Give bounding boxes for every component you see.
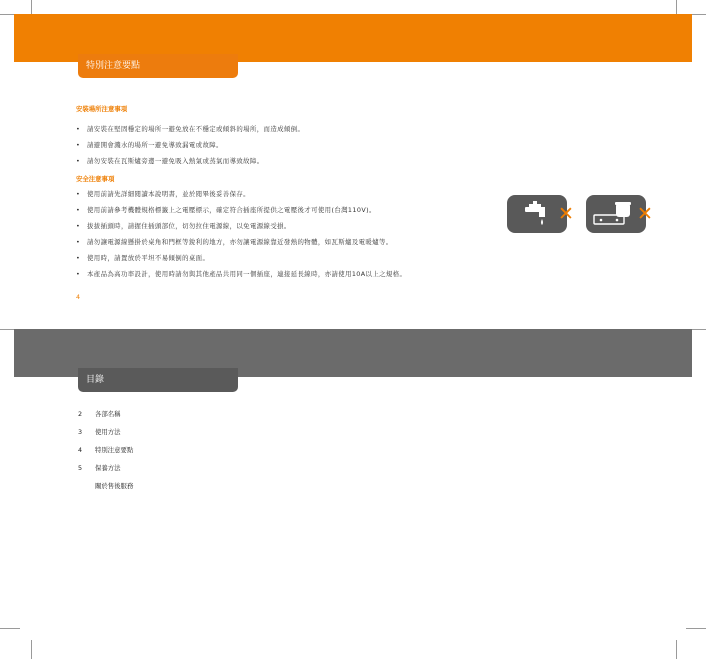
list-item: • 本產品為高功率設計，使用時請勿與其他產品共用同一個插座，連接延長線時，亦請使用10A以上之規格。 [76, 270, 407, 278]
list-item: • 請勿安裝在瓦斯爐旁邊一避免吸入熱氣或蒸氣而導致故障。 [76, 157, 264, 165]
crop-mark [676, 640, 677, 659]
crop-mark [676, 0, 677, 14]
toc-entry: 5 保養方法 [78, 464, 121, 472]
section-title: 目錄 [86, 375, 105, 385]
install-heading: 安裝場所注意事項 [76, 105, 128, 113]
list-item: • 請避開會濺水的場所一避免導致漏電或故障。 [76, 141, 223, 149]
list-item: • 拔拔插頭時，請握住插頭部位，切勿拉住電源線，以免電源線受損。 [76, 222, 291, 230]
prohibited-x-icon: ✕ [637, 203, 653, 225]
toc-entry: 4 特別注意要點 [78, 446, 134, 454]
section-title: 特別注意要點 [86, 61, 141, 71]
list-item: • 使用時，請置放於平坦不易傾倒的桌面。 [76, 254, 210, 262]
toc-entry: 2 各部名稱 [78, 410, 121, 418]
crop-mark [686, 628, 706, 629]
list-item: • 請勿讓電源線懸掛於桌角和門框等銳利的地方，亦勿讓電源線靠近發熱的物體，如瓦斯爐及電暖爐等。 [76, 238, 393, 246]
list-item: • 使用前請先詳細閱讀本說明書，並於閱畢後妥善保存。 [76, 190, 250, 198]
crop-mark [31, 640, 32, 659]
crop-mark [0, 628, 20, 629]
list-item: • 使用前請參考機體規格標籤上之電壓標示，確定符合插座所提供之電壓後才可使用(台灣110V)。 [76, 206, 376, 214]
toc-entry: 關於售後服務 [95, 482, 134, 490]
section-title-tab [78, 368, 238, 392]
page-number: 4 [76, 293, 81, 301]
list-item: • 請安裝在堅固穩定的場所一避免放在不穩定或傾斜的場所，而造成傾倒。 [76, 125, 305, 133]
prohibited-x-icon: ✕ [558, 203, 574, 225]
crop-mark [31, 0, 32, 14]
safety-heading: 安全注意事項 [76, 175, 115, 183]
toc-entry: 3 使用方法 [78, 428, 121, 436]
section-title-tab [78, 54, 238, 78]
